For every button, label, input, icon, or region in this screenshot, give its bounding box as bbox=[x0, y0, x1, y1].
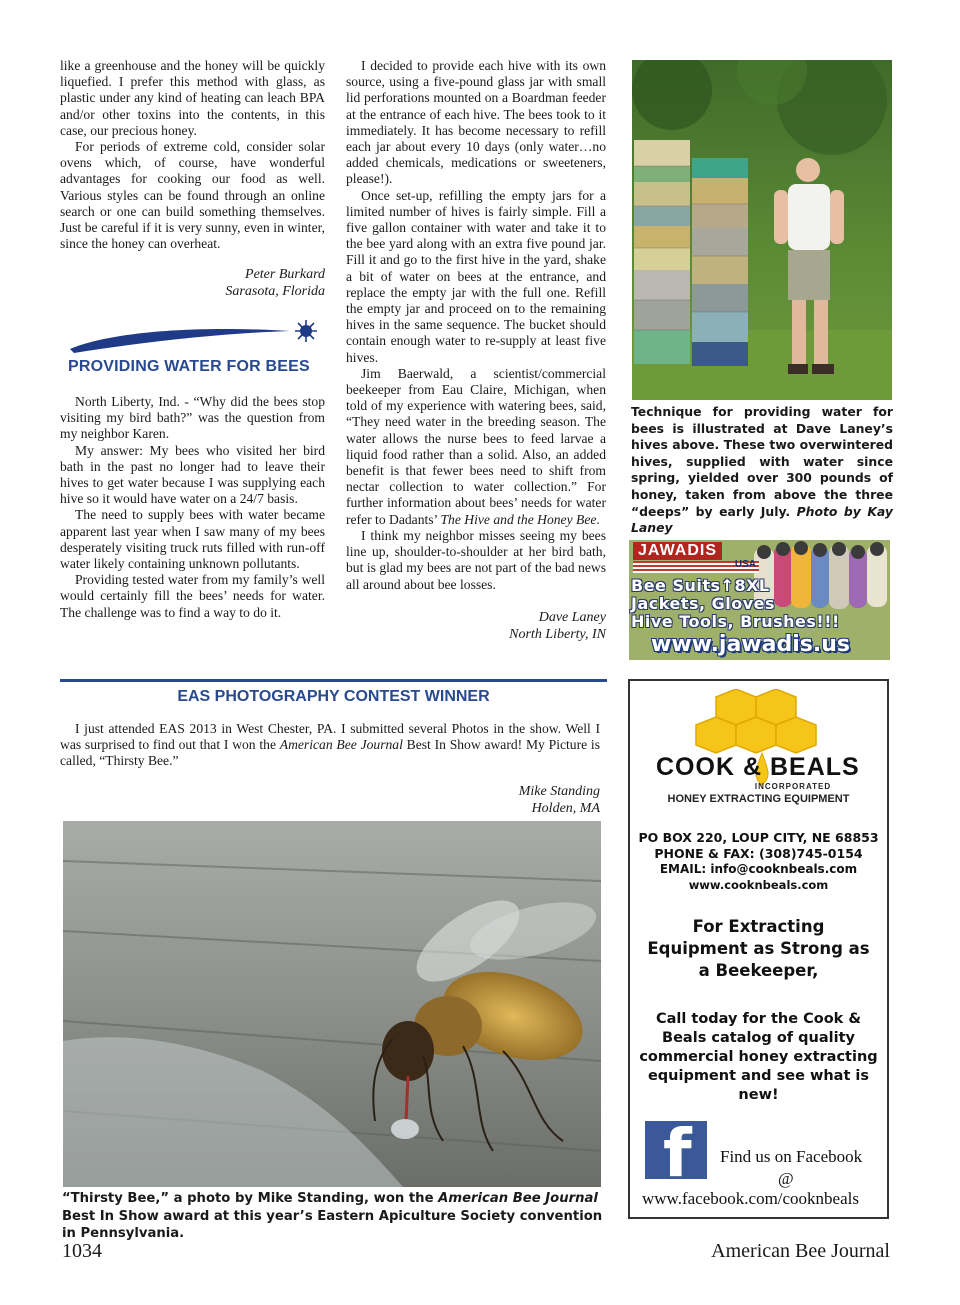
website-link[interactable]: www.cooknbeals.com bbox=[688, 878, 829, 892]
cook-beals-advertisement[interactable] bbox=[628, 679, 889, 1219]
ad-line-2: Jackets, Gloves bbox=[631, 594, 776, 613]
facebook-url-link[interactable]: www.facebook.com/cooknbeals bbox=[642, 1189, 859, 1208]
paragraph: For periods of extreme cold, consider solar ovens which, of course, have wonderful advantages for cooking our food as well. Various styles can be found through an online search or one can build something themselves. Just be careful if it is very sunny, even in winter, since the honey can overheat. bbox=[60, 139, 325, 252]
paragraph: I think my neighbor misses seeing my bees line up, shoulder-to-shoulder at her bird bath, but is glad my bees are not part of the bad news all around about bee losses. bbox=[346, 527, 606, 592]
paragraph: The need to supply bees with water became apparent last year when I saw many of my bees desperately visiting truck ruts filled with run-off water likely containing unknown pollutants. bbox=[60, 507, 325, 572]
text-run: Best In Show award! My Picture is called, “Thirsty Bee.” bbox=[60, 737, 600, 769]
slogan-line: a Beekeeper, bbox=[698, 961, 819, 980]
hive-photo-caption bbox=[631, 404, 893, 537]
bee-photo-caption bbox=[62, 1190, 604, 1243]
author-place: Holden, MA bbox=[531, 801, 600, 816]
slogan-line: For Extracting bbox=[692, 917, 825, 936]
call-to-action: new! bbox=[738, 1087, 779, 1103]
usa-label: USA bbox=[734, 559, 756, 570]
photo-credit: Photo by Kay Laney bbox=[631, 503, 893, 536]
journal-title: American Bee Journal bbox=[279, 737, 403, 753]
journal-title: American Bee Journal bbox=[438, 1191, 598, 1206]
section-heading-water bbox=[68, 315, 330, 383]
author-place: Sarasota, Florida bbox=[225, 284, 325, 300]
paragraph: Once set-up, refilling the empty jars for a limited number of hives is fairly simple. Fill a five gallon container with water and take it to the bee yard along with an extra five pound jar. Fill it and go to the first hive in the yard, shake a bit of water on bees at the entrance, and replace the empty jar with the full one. Refill the empty jar and proceed on to the remaining hives in the same sequence. The bucket should contain enough water to re-supply at least five hives. bbox=[346, 187, 606, 365]
facebook-at: @ bbox=[778, 1169, 794, 1188]
thirsty-bee-photo bbox=[63, 821, 601, 1187]
author-place: North Liberty, IN bbox=[509, 626, 606, 642]
facebook-text: Find us on Facebook bbox=[720, 1147, 863, 1166]
eas-article bbox=[60, 721, 600, 770]
book-title: The Hive and the Honey Bee bbox=[440, 511, 597, 527]
author-signature bbox=[400, 783, 600, 817]
author-signature bbox=[346, 609, 606, 643]
paragraph bbox=[346, 366, 606, 528]
usa-flag bbox=[633, 561, 759, 573]
call-to-action: commercial honey extracting bbox=[639, 1049, 878, 1065]
jawadis-advertisement[interactable] bbox=[629, 540, 890, 660]
call-to-action: Call today for the Cook & bbox=[655, 1011, 862, 1027]
brush-stroke-decoration bbox=[68, 319, 326, 357]
section-divider bbox=[60, 679, 607, 682]
text-run: Jim Baerwald, a scientist/commercial beekeeper from Eau Claire, Michigan, when told of my experience with watering bees, said, “They need water in the breeding season. The water allows the nurse bees to feed larvae a liquid food rather than a solid. Also, an added benefit is that fewer bees need to shift from nectar collection to water collection.” For further information about bees’ needs for water refer to Dadants’ bbox=[346, 365, 606, 527]
caption-text: Best In Show award at this year’s Eastern Apiculture Society convention in Pennsylvania. bbox=[62, 1208, 603, 1241]
hive-photo-illustration bbox=[632, 60, 892, 400]
hive-photo bbox=[632, 60, 892, 400]
author-name: Peter Burkard bbox=[245, 267, 325, 283]
ad-line-3: Hive Tools, Brushes!!! bbox=[631, 612, 840, 631]
section-title: PROVIDING WATER FOR BEES bbox=[68, 358, 310, 375]
bee-photo-illustration bbox=[63, 821, 601, 1187]
jawadis-logo: JAWADIS bbox=[633, 542, 722, 560]
phone: PHONE & FAX: (308)745-0154 bbox=[654, 846, 863, 861]
brand-name-left: COOK & bbox=[656, 753, 762, 781]
article-column-1-continued bbox=[60, 394, 325, 621]
text-run: . bbox=[596, 511, 600, 527]
article-column-1 bbox=[60, 58, 325, 300]
call-to-action: equipment and see what is bbox=[647, 1068, 870, 1084]
ad-line-1: Bee Suits↑8XL bbox=[631, 576, 770, 595]
author-signature bbox=[60, 266, 325, 300]
paragraph bbox=[60, 721, 600, 770]
brand-name-right: BEALS bbox=[770, 753, 860, 781]
section-title-eas: EAS PHOTOGRAPHY CONTEST WINNER bbox=[177, 688, 490, 705]
author-name: Mike Standing bbox=[518, 784, 600, 799]
email[interactable]: EMAIL: info@cooknbeals.com bbox=[659, 862, 858, 876]
paragraph: North Liberty, Ind. - “Why did the bees stop visiting my bird bath?” was the question from my neighbor Karen. bbox=[60, 394, 325, 442]
address: PO BOX 220, LOUP CITY, NE 68853 bbox=[638, 830, 879, 845]
text-run: I just attended EAS 2013 in West Chester, PA. I submitted several Photos in the show. Well I was surprised to find out that I won the bbox=[60, 721, 600, 753]
paragraph: like a greenhouse and the honey will be quickly liquefied. I prefer this method with glass, as plastic under any kind of heating can leach BPA and/or other toxins into the contents, in this case, our precious honey. bbox=[60, 58, 325, 138]
paragraph: My answer: My bees who visited her bird bath in the past no longer had to leave their hives to get water because I was supplying each hive so it would have water on a 24/7 basis. bbox=[60, 442, 325, 507]
caption-text: Technique for providing water for bees is illustrated at Dave Laney’s hives above. These two overwintered hives, supplied with water since spring, yielded over 300 pounds of honey, taken from above the three “deeps” by early July. bbox=[631, 404, 893, 519]
author-name: Dave Laney bbox=[538, 609, 606, 625]
journal-name: American Bee Journal bbox=[711, 1240, 890, 1262]
facebook-icon[interactable]: f bbox=[645, 1121, 707, 1179]
call-to-action: Beals catalog of quality bbox=[662, 1030, 855, 1046]
slogan-line: Equipment as Strong as bbox=[647, 939, 870, 958]
incorporated-label: INCORPORATED bbox=[754, 782, 832, 791]
paragraph: I decided to provide each hive with its own source, using a five-pound glass jar with small lid perforations mounted on a Boardman feeder at the entrance of each hive. The bees took to it immediately. It has become necessary to refill each jar about every 10 days (only water…no added chemicals, medications or sweeteners, please!). bbox=[346, 58, 606, 187]
jawadis-url-link[interactable]: www.jawadis.us bbox=[651, 632, 850, 657]
page-number: 1034 bbox=[62, 1240, 102, 1262]
tagline: HONEY EXTRACTING EQUIPMENT bbox=[667, 793, 850, 805]
paragraph: Providing tested water from my family’s well would certainly fill the bees’ needs for water. The challenge was to find a way to do it. bbox=[60, 572, 325, 620]
caption-text: “Thirsty Bee,” a photo by Mike Standing, won the bbox=[62, 1191, 434, 1206]
article-column-2 bbox=[346, 58, 606, 643]
